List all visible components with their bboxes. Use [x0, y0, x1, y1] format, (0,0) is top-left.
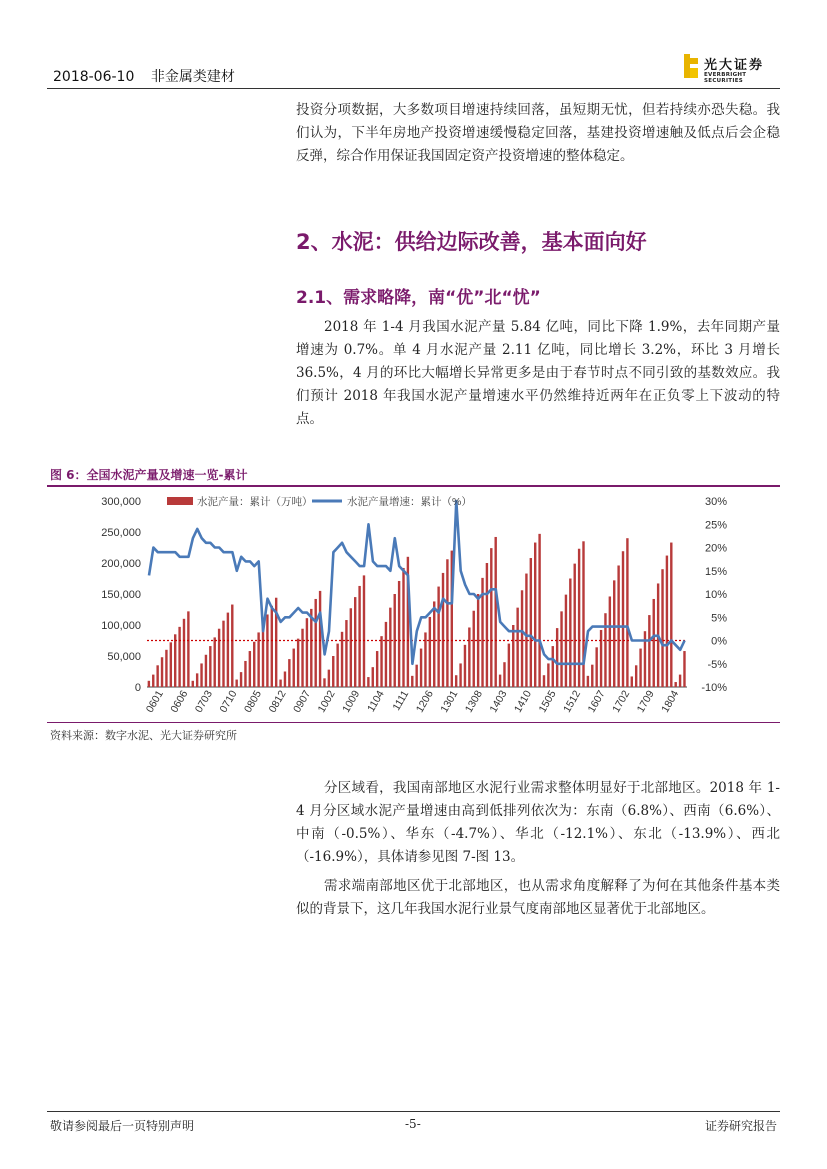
bar — [613, 580, 615, 687]
bar — [192, 681, 194, 687]
bar — [442, 573, 444, 687]
bar — [648, 615, 650, 687]
paragraph-north-south: 需求端南部地区优于北部地区，也从需求角度解释了为何在其他条件基本类似的背景下，这几年我国水泥行业景气度南部地区显著优于北部地区。 — [296, 878, 780, 917]
bar — [262, 623, 264, 687]
bar — [187, 611, 189, 687]
bar — [402, 568, 404, 687]
bar — [266, 614, 268, 687]
legend-bar-label: 水泥产量：累计（万吨） — [197, 496, 313, 508]
paragraph-regional: 分区域看，我国南部地区水泥行业需求整体明显好于北部地区。2018 年 1-4 月分区域水泥产量增速由高到低排列依次为：东南（6.8%）、西南（6.6%）、中南（-0.5%）、华东（-4.7%）、华北（-12.1%）、东北（-13.9%）、西北（-16.9%），具体请参见图 7-图 13。 — [296, 780, 780, 865]
bar — [222, 621, 224, 687]
x-tick-label: 1403 — [487, 688, 510, 715]
bar — [429, 617, 431, 687]
bar — [380, 636, 382, 687]
x-tick-label: 1009 — [340, 688, 363, 715]
x-tick-label: 0805 — [241, 688, 265, 715]
bar — [227, 613, 229, 687]
bar — [622, 551, 624, 687]
bar — [385, 622, 387, 687]
report-category: 非金属类建材 — [150, 69, 235, 85]
bar — [310, 609, 312, 687]
x-tick-label: 1505 — [536, 688, 559, 715]
bar — [231, 605, 233, 687]
bar — [244, 661, 246, 687]
bar — [389, 608, 391, 687]
figure-bottom-rule — [47, 722, 780, 723]
cement-output-chart — [47, 487, 780, 722]
bar — [249, 651, 251, 687]
paragraph-cement-output: 2018 年 1-4 月我国水泥产量 5.84 亿吨，同比下降 1.9%，去年同期产量增速为 0.7%。单 4 月水泥产量 2.11 亿吨，同比增长 3.2%，环比 3 月增长 36.5%，4 月的环比大幅增长异常更多是由于春节时点不同引致的基数效应。我们预计 2018 年我国水泥产量增速水平仍然维持近两年在正负零上下波动的特点。 — [296, 319, 780, 427]
bar — [538, 534, 540, 687]
x-tick-label: 1607 — [585, 688, 608, 715]
bar — [372, 667, 374, 687]
footer-disclaimer: 敬请参阅最后一页特别声明 — [50, 1119, 195, 1133]
bar — [459, 663, 461, 687]
x-tick-label: 0703 — [192, 688, 215, 715]
bar — [635, 665, 637, 687]
footer-divider — [47, 1111, 780, 1112]
bar — [631, 676, 633, 687]
bar — [534, 543, 536, 687]
legend-line-label: 水泥产量增速：累计（%） — [347, 496, 472, 508]
bar — [556, 628, 558, 687]
x-tick-label: 0812 — [266, 688, 289, 715]
bar — [433, 601, 435, 687]
bar — [626, 538, 628, 687]
x-tick-label: 0710 — [217, 688, 240, 715]
bar — [288, 659, 290, 687]
report-date: 2018-06-10 — [53, 69, 135, 85]
bar — [411, 676, 413, 687]
y-right-tick-label: 30% — [704, 496, 727, 508]
bar — [446, 559, 448, 687]
bar — [284, 672, 286, 688]
bar — [152, 675, 154, 687]
bar — [661, 569, 663, 687]
bar — [358, 586, 360, 687]
y-right-tick-label: -10% — [701, 682, 727, 694]
bar — [547, 663, 549, 687]
x-tick-label: 1002 — [315, 688, 338, 715]
x-tick-label: 0601 — [143, 688, 166, 715]
bar — [574, 564, 576, 687]
x-tick-label: 1709 — [634, 688, 657, 715]
bar — [314, 599, 316, 687]
bar — [297, 639, 299, 687]
x-tick-label: 1702 — [610, 688, 633, 715]
page-header — [47, 60, 780, 88]
bar — [214, 637, 216, 687]
bar — [582, 541, 584, 687]
bar — [293, 649, 295, 687]
y-left-tick-label: 200,000 — [101, 558, 141, 570]
bar — [279, 680, 281, 687]
bar — [354, 597, 356, 687]
y-left-tick-label: 100,000 — [101, 620, 141, 632]
bar — [591, 665, 593, 687]
bar — [578, 549, 580, 687]
bar — [503, 662, 505, 687]
bar — [165, 650, 167, 687]
footer-report-type: 证券研究报告 — [704, 1119, 777, 1133]
x-tick-label: 1206 — [413, 688, 436, 715]
bar — [336, 644, 338, 687]
bar — [161, 657, 163, 687]
bar — [455, 675, 457, 687]
bar — [468, 627, 470, 687]
header-divider — [47, 88, 780, 89]
bar — [490, 548, 492, 687]
x-tick-label: 1308 — [462, 688, 485, 715]
page-number: -5- — [405, 1117, 421, 1131]
y-right-tick-label: 25% — [704, 519, 727, 532]
bar — [508, 644, 510, 687]
bar — [565, 595, 567, 687]
x-tick-label: 1111 — [390, 688, 412, 713]
bar — [319, 591, 321, 687]
y-left-tick-label: 150,000 — [101, 589, 141, 601]
y-right-tick-label: 10% — [704, 589, 727, 601]
y-left-tick-label: 0 — [134, 682, 141, 694]
bar — [525, 574, 527, 687]
bar — [178, 627, 180, 687]
bar — [516, 608, 518, 687]
bar — [200, 663, 202, 687]
bar — [530, 558, 532, 687]
bar — [499, 675, 501, 687]
y-right-tick-label: 15% — [704, 565, 727, 578]
legend-bar-swatch — [167, 497, 193, 505]
bar — [323, 678, 325, 687]
bar — [486, 563, 488, 687]
bar — [367, 677, 369, 687]
bar — [437, 587, 439, 687]
bar — [512, 625, 514, 687]
bar — [271, 606, 273, 687]
bar — [205, 655, 207, 687]
bar — [683, 651, 685, 687]
bar — [560, 611, 562, 687]
bar — [477, 594, 479, 687]
bar — [350, 608, 352, 687]
bar — [609, 596, 611, 687]
x-tick-label: 0907 — [291, 688, 314, 715]
bar — [473, 611, 475, 687]
bar — [332, 656, 334, 687]
bar — [420, 649, 422, 687]
bar — [398, 581, 400, 687]
bar — [639, 649, 641, 687]
x-tick-label: 1804 — [659, 688, 682, 715]
bar — [253, 642, 255, 687]
bar — [209, 646, 211, 687]
logo-icon — [684, 54, 698, 78]
bar — [552, 646, 554, 687]
bar — [328, 670, 330, 687]
bar — [670, 543, 672, 687]
intro-paragraph: 投资分项数据，大多数项目增速持续回落，虽短期无忧，但若持续亦恐失稳。我们认为，下半年房地产投资增速缓慢稳定回落，基建投资增速触及低点后会企稳反弹，综合作用保证我国固定资产投资增速的整体稳定。 — [296, 102, 780, 164]
bar — [218, 629, 220, 687]
bar — [363, 575, 365, 687]
bar — [600, 630, 602, 687]
figure-title: 图 6：全国水泥产量及增速一览-累计 — [50, 468, 248, 482]
bar — [653, 599, 655, 687]
bar — [494, 537, 496, 687]
bar — [183, 619, 185, 687]
x-tick-label: 1512 — [561, 688, 584, 715]
company-logo — [684, 52, 780, 84]
bar — [604, 613, 606, 687]
bar — [301, 629, 303, 687]
x-tick-label: 1104 — [365, 688, 387, 715]
bar — [415, 665, 417, 687]
y-left-tick-label: 300,000 — [101, 496, 141, 508]
bar — [666, 556, 668, 687]
bar — [156, 665, 158, 687]
x-tick-label: 1410 — [511, 688, 535, 715]
bar — [306, 618, 308, 687]
y-right-tick-label: 0% — [711, 635, 727, 648]
bar — [543, 675, 545, 687]
section-heading: 2、水泥：供给边际改善，基本面向好 — [296, 230, 647, 254]
bar — [341, 632, 343, 687]
bar — [148, 681, 150, 687]
bar — [569, 579, 571, 688]
bar — [521, 590, 523, 687]
bar — [240, 672, 242, 687]
logo-text-en: EVERBRIGHT SECURITIES — [704, 72, 747, 84]
x-tick-label: 1301 — [438, 688, 461, 715]
x-tick-label: 0606 — [168, 688, 191, 715]
bar — [679, 675, 681, 687]
subsection-heading: 2.1、需求略降，南“优”北“忧” — [296, 288, 541, 308]
y-left-tick-label: 50,000 — [107, 651, 141, 663]
bar — [587, 676, 589, 687]
bar — [674, 682, 676, 687]
figure-source: 资料来源：数字水泥、光大证券研究所 — [50, 729, 237, 742]
header-left — [53, 66, 247, 86]
y-right-tick-label: 20% — [704, 542, 727, 555]
bar — [376, 651, 378, 687]
y-right-tick-label: 5% — [711, 612, 727, 625]
bar — [464, 645, 466, 687]
y-right-tick-label: -5% — [707, 658, 727, 671]
bar — [174, 634, 176, 687]
bar — [345, 620, 347, 687]
logo-text-cn: 光大证券 — [704, 58, 765, 73]
bar — [170, 642, 172, 687]
bar — [595, 647, 597, 687]
bar — [235, 680, 237, 687]
bar — [196, 673, 198, 687]
y-left-tick-label: 250,000 — [101, 527, 141, 539]
